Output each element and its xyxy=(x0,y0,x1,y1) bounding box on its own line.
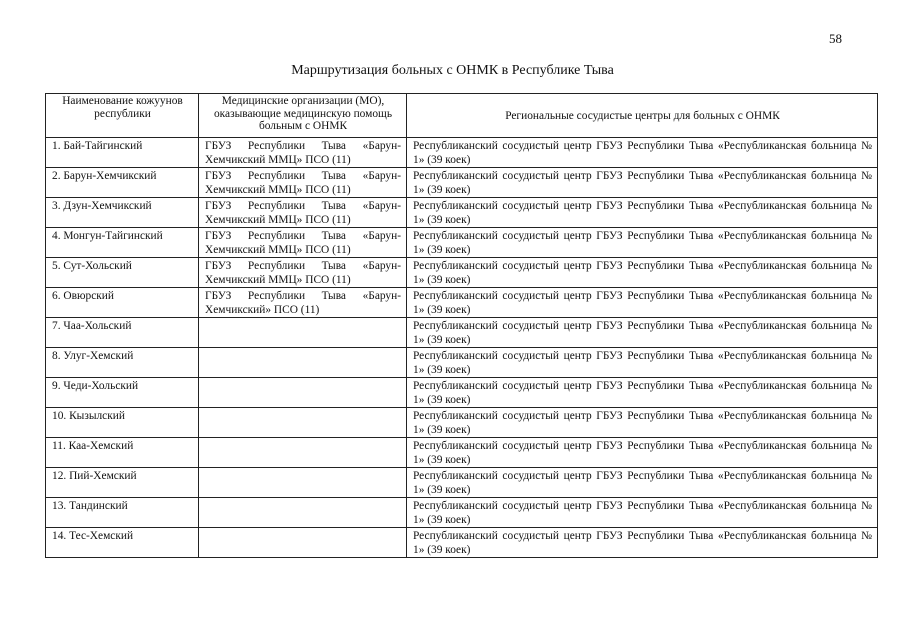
table-row xyxy=(46,378,878,408)
table-row xyxy=(46,258,878,288)
district-cell: 6. Овюрский xyxy=(46,288,199,318)
medical-organization-cell xyxy=(199,318,407,348)
medical-organization-cell: ГБУЗ Республики Тыва «Барун-Хемчикский» ПСО (11) xyxy=(199,288,407,318)
regional-center-cell: Республиканский сосудистый центр ГБУЗ Республики Тыва «Республиканская больница № 1» (39 коек) xyxy=(407,138,878,168)
page-number: 58 xyxy=(829,31,842,46)
regional-center-cell: Республиканский сосудистый центр ГБУЗ Республики Тыва «Республиканская больница № 1» (39 коек) xyxy=(407,528,878,558)
medical-organization-cell: ГБУЗ Республики Тыва «Барун-Хемчикский ММЦ» ПСО (11) xyxy=(199,138,407,168)
table-row xyxy=(46,438,878,468)
district-cell: 10. Кызылский xyxy=(46,408,199,438)
regional-center-cell: Республиканский сосудистый центр ГБУЗ Республики Тыва «Республиканская больница № 1» (39 коек) xyxy=(407,438,878,468)
table-row xyxy=(46,408,878,438)
table-row xyxy=(46,318,878,348)
regional-center-cell: Республиканский сосудистый центр ГБУЗ Республики Тыва «Республиканская больница № 1» (39 коек) xyxy=(407,288,878,318)
medical-organization-cell xyxy=(199,378,407,408)
regional-center-cell: Республиканский сосудистый центр ГБУЗ Республики Тыва «Республиканская больница № 1» (39 коек) xyxy=(407,498,878,528)
district-cell: 8. Улуг-Хемский xyxy=(46,348,199,378)
header-row xyxy=(46,94,878,138)
medical-organization-cell xyxy=(199,468,407,498)
regional-center-cell: Республиканский сосудистый центр ГБУЗ Республики Тыва «Республиканская больница № 1» (39 коек) xyxy=(407,348,878,378)
table-body xyxy=(46,138,878,558)
table-row xyxy=(46,198,878,228)
regional-center-cell: Республиканский сосудистый центр ГБУЗ Республики Тыва «Республиканская больница № 1» (39 коек) xyxy=(407,228,878,258)
district-cell: 4. Монгун-Тайгинский xyxy=(46,228,199,258)
routing-table xyxy=(45,93,878,558)
header-regional-vascular-centers: Региональные сосудистые центры для больных с ОНМК xyxy=(407,94,878,138)
table-row xyxy=(46,138,878,168)
table-header xyxy=(46,94,878,138)
table-row xyxy=(46,528,878,558)
district-cell: 12. Пий-Хемский xyxy=(46,468,199,498)
regional-center-cell: Республиканский сосудистый центр ГБУЗ Республики Тыва «Республиканская больница № 1» (39 коек) xyxy=(407,258,878,288)
table-row xyxy=(46,348,878,378)
regional-center-cell: Республиканский сосудистый центр ГБУЗ Республики Тыва «Республиканская больница № 1» (39 коек) xyxy=(407,198,878,228)
district-cell: 5. Сут-Хольский xyxy=(46,258,199,288)
medical-organization-cell: ГБУЗ Республики Тыва «Барун-Хемчикский ММЦ» ПСО (11) xyxy=(199,228,407,258)
regional-center-cell: Республиканский сосудистый центр ГБУЗ Республики Тыва «Республиканская больница № 1» (39 коек) xyxy=(407,378,878,408)
medical-organization-cell xyxy=(199,498,407,528)
medical-organization-cell xyxy=(199,528,407,558)
regional-center-cell: Республиканский сосудистый центр ГБУЗ Республики Тыва «Республиканская больница № 1» (39 коек) xyxy=(407,318,878,348)
district-cell: 2. Барун-Хемчикский xyxy=(46,168,199,198)
district-cell: 3. Дзун-Хемчикский xyxy=(46,198,199,228)
district-cell: 7. Чаа-Хольский xyxy=(46,318,199,348)
regional-center-cell: Республиканский сосудистый центр ГБУЗ Республики Тыва «Республиканская больница № 1» (39 коек) xyxy=(407,168,878,198)
regional-center-cell: Республиканский сосудистый центр ГБУЗ Республики Тыва «Республиканская больница № 1» (39 коек) xyxy=(407,468,878,498)
district-cell: 11. Каа-Хемский xyxy=(46,438,199,468)
district-cell: 14. Тес-Хемский xyxy=(46,528,199,558)
document-title: Маршрутизация больных с ОНМК в Республике Тыва xyxy=(291,63,614,78)
table-row xyxy=(46,288,878,318)
table-row xyxy=(46,168,878,198)
header-district: Наименование кожуунов республики xyxy=(46,94,199,138)
table-row xyxy=(46,498,878,528)
medical-organization-cell: ГБУЗ Республики Тыва «Барун-Хемчикский ММЦ» ПСО (11) xyxy=(199,198,407,228)
medical-organization-cell xyxy=(199,408,407,438)
medical-organization-cell: ГБУЗ Республики Тыва «Барун-Хемчикский ММЦ» ПСО (11) xyxy=(199,258,407,288)
table-row xyxy=(46,468,878,498)
district-cell: 1. Бай-Тайгинский xyxy=(46,138,199,168)
medical-organization-cell: ГБУЗ Республики Тыва «Барун-Хемчикский ММЦ» ПСО (11) xyxy=(199,168,407,198)
district-cell: 13. Тандинский xyxy=(46,498,199,528)
header-medical-organizations: Медицинские организации (МО), оказывающие медицинскую помощь больным с ОНМК xyxy=(199,94,407,138)
medical-organization-cell xyxy=(199,438,407,468)
table-row xyxy=(46,228,878,258)
medical-organization-cell xyxy=(199,348,407,378)
district-cell: 9. Чеди-Хольский xyxy=(46,378,199,408)
regional-center-cell: Республиканский сосудистый центр ГБУЗ Республики Тыва «Республиканская больница № 1» (39 коек) xyxy=(407,408,878,438)
